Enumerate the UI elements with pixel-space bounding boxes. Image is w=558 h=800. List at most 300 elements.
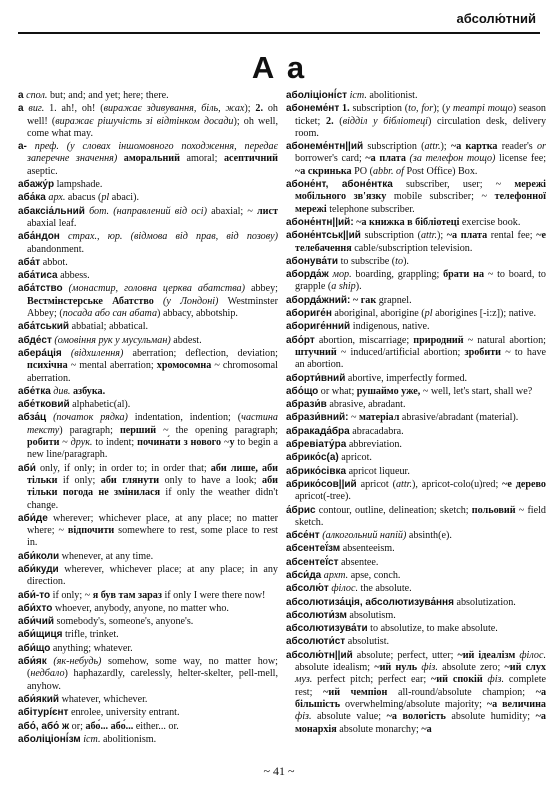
entry-text: whenever, at any time. xyxy=(59,550,154,562)
entry-text: absenteeism. xyxy=(340,543,395,555)
entry-headword: абоне́нт, абоне́нтка xyxy=(286,179,393,191)
entry-text: ~ field sketch. xyxy=(295,504,546,528)
dictionary-entry xyxy=(286,230,546,255)
dictionary-entry xyxy=(286,466,546,478)
entry-text: мережі мобільного зв'язку xyxy=(295,179,546,203)
page-number: ~ 41 ~ xyxy=(263,764,295,778)
dictionary-entry xyxy=(286,650,546,736)
entry-text: польовий xyxy=(471,504,516,516)
entry-text: архт. xyxy=(321,569,349,581)
entry-text: ~е дерево xyxy=(502,478,546,490)
entry-headword: аби́чий xyxy=(18,616,54,628)
entry-text: or; xyxy=(69,720,86,732)
entry-headword: абориге́н xyxy=(286,308,332,320)
entry-text: ~ xyxy=(221,437,230,449)
entry-headword: аби́щиця xyxy=(18,629,63,641)
entry-text: enrolee, university entrant. xyxy=(68,707,180,719)
entry-text: почина́ти з нового xyxy=(137,437,222,449)
entry-text: іст. xyxy=(80,733,101,745)
dictionary-entry xyxy=(286,426,546,438)
entry-text: apricot liqueur. xyxy=(346,465,410,477)
entry-text: ~а картка xyxy=(450,141,498,153)
dictionary-entry xyxy=(18,231,278,256)
dictionary-entry xyxy=(18,103,278,140)
entry-text: wherever; whichever place, at any place; no matter where; ~ xyxy=(27,512,278,537)
entry-text: ) abbacy, abbotship. xyxy=(157,308,238,320)
left-column xyxy=(18,90,278,747)
entry-text: асептичний xyxy=(223,153,278,165)
entry-text: арх. xyxy=(45,192,66,204)
entry-text: ); xyxy=(436,230,447,242)
entry-headword: абоне́нтськ||ий xyxy=(286,230,361,242)
entry-text: attr. xyxy=(424,141,441,153)
entry-headword: або́рт xyxy=(286,334,315,346)
entry-text: to, for xyxy=(408,103,434,115)
entry-headword: абордá́жний: xyxy=(286,294,351,306)
dictionary-entry xyxy=(18,513,278,550)
dictionary-entry xyxy=(18,656,278,693)
entry-headword: абза́ц xyxy=(18,412,47,424)
entry-text: філос. xyxy=(328,583,358,595)
entry-text: азбука. xyxy=(72,385,106,397)
dictionary-entry xyxy=(286,103,546,140)
entry-text: absolute monarchy; xyxy=(336,723,422,735)
entry-text: ~ xyxy=(348,412,360,424)
entry-text: pl xyxy=(424,308,433,320)
entry-text: subscriber, user; ~ xyxy=(392,179,515,191)
entry-text: PO ( xyxy=(351,165,373,177)
entry-text: absolutist. xyxy=(345,636,390,648)
entry-text: abrasive/abradant (material). xyxy=(399,412,519,424)
dictionary-entry xyxy=(286,90,546,102)
entry-text: whoever, anybody, anyone, no matter who. xyxy=(52,602,229,614)
entry-headword: аби́-то xyxy=(18,589,51,601)
entry-text: матеріал xyxy=(359,412,400,424)
dictionary-entry xyxy=(18,412,278,461)
entry-text: (у Лондоні) xyxy=(153,295,219,307)
dictionary-entry xyxy=(286,308,546,320)
entry-text: ~а величина xyxy=(486,698,546,710)
entry-text: if only; ~ xyxy=(50,589,93,601)
entry-text: лист xyxy=(257,205,278,217)
entry-text: недбало xyxy=(30,668,65,680)
entry-text: ) circulation desk, delivery room. xyxy=(295,115,547,139)
entry-text: ~а скринька xyxy=(295,165,352,177)
entry-text: Post Office) Box. xyxy=(403,165,478,177)
entry-text: ) haphazardly, carelessly, helter-skelter, pell-mell, anyhow. xyxy=(27,668,278,692)
entry-text: mobile subscriber; ~ xyxy=(386,191,495,203)
entry-text: abbatial; abbatical. xyxy=(69,321,149,333)
dictionary-entry xyxy=(18,321,278,333)
entry-headword: абе́тковий xyxy=(18,399,70,411)
dictionary-entry xyxy=(18,348,278,385)
dictionary-entry xyxy=(18,616,278,628)
entry-text: ~ natural abortion; xyxy=(463,334,546,346)
dictionary-entry xyxy=(18,694,278,706)
entry-headword: аба́ка xyxy=(18,192,46,204)
entry-text: або́... або́... xyxy=(85,720,134,732)
entry-text: ( xyxy=(333,115,343,127)
entry-text: aborigines [-i:z]); native. xyxy=(432,308,537,320)
entry-text: indigenous, native. xyxy=(350,321,430,333)
dictionary-entry xyxy=(286,269,546,294)
entry-text: trifle, trinket. xyxy=(62,629,119,641)
entry-text: ~ to board, to grapple ( xyxy=(295,269,546,293)
entry-text: ~а монархія xyxy=(295,711,546,735)
entry-text: abolitionism. xyxy=(100,733,157,745)
entry-text: abaxial; ~ xyxy=(206,205,257,217)
dictionary-entry xyxy=(286,530,546,542)
entry-headword: аби́коли xyxy=(18,550,60,562)
entry-text: aberration; deflection, deviation; xyxy=(123,347,278,359)
entry-headword: аба́ндон xyxy=(18,231,60,243)
entry-headword: абаксіа́льний xyxy=(18,205,85,217)
entry-headword: або́, або́ ж xyxy=(18,720,70,732)
entry-text: штучний xyxy=(295,346,337,358)
entry-text: ~ий нуль xyxy=(374,662,418,674)
dictionary-entry xyxy=(18,603,278,615)
dictionary-entry xyxy=(286,610,546,622)
dictionary-entry xyxy=(18,192,278,204)
entry-headword: аби́ xyxy=(18,462,36,474)
entry-text: lampshade. xyxy=(54,179,103,191)
dictionary-entry xyxy=(286,570,546,582)
entry-text: telephone subscriber. xyxy=(326,203,415,215)
entry-text: attr. xyxy=(420,230,437,242)
entry-text: ~ий спокій xyxy=(431,674,483,686)
entry-text: ~а плата xyxy=(365,153,406,165)
dictionary-entry xyxy=(18,179,278,191)
entry-text: only to have a look; xyxy=(159,474,263,486)
entry-headword: абе́тка xyxy=(18,385,51,397)
entry-text: abbess. xyxy=(57,270,90,282)
entry-text: ); xyxy=(440,141,451,153)
entry-text: to xyxy=(395,255,404,267)
dictionary-entry xyxy=(286,373,546,385)
entry-headword: абонеме́нтн||ий xyxy=(286,141,364,153)
entry-text: apricot(-tree). xyxy=(295,491,351,503)
entry-text: complete rest; xyxy=(295,674,547,698)
entry-text: contour, outline, delineation; sketch; xyxy=(315,504,472,516)
dictionary-entry xyxy=(18,335,278,347)
entry-text: ), apricot-colo(u)red; xyxy=(412,478,503,490)
dictionary-entry xyxy=(18,629,278,641)
entry-text: abracadabra. xyxy=(349,425,404,437)
entry-text: absolutism. xyxy=(346,609,396,621)
running-head-word: абсолю́тний xyxy=(456,11,536,26)
dictionary-entry xyxy=(286,256,546,268)
entry-headword: абревіату́ра xyxy=(286,439,347,451)
entry-text: absolute value; xyxy=(311,711,387,723)
entry-text: exercise book. xyxy=(459,216,521,228)
entry-text: іст. xyxy=(347,90,367,101)
entry-text: виражає здивування, біль, жах xyxy=(103,103,245,115)
entry-headword: абси́да xyxy=(286,569,322,581)
entry-text: 2. xyxy=(326,115,334,127)
entry-text: див. xyxy=(50,385,71,397)
entry-text: boarding, grappling; xyxy=(351,269,444,281)
entry-headword: аборда́ж xyxy=(286,269,329,281)
entry-headword: абориге́нний xyxy=(286,321,351,333)
entry-text: ~е телебачення xyxy=(295,230,546,254)
entry-text: спол. xyxy=(23,90,48,101)
entry-text: я був там зараз xyxy=(92,589,162,601)
entry-text: фіз. xyxy=(482,674,505,686)
entry-text: to indent; xyxy=(92,437,138,449)
entry-text: subscription ( xyxy=(349,103,409,115)
entry-headword: абсолю́т xyxy=(286,583,329,595)
entry-text: ~ий слух xyxy=(504,662,546,674)
entry-headword: аба́т xyxy=(18,256,41,268)
dictionary-entry xyxy=(18,551,278,563)
entry-text: (початок рядка) xyxy=(46,412,128,424)
entry-text: absolute; perfect, utter; xyxy=(352,649,458,661)
right-column xyxy=(286,90,546,737)
dictionary-entry xyxy=(286,217,546,229)
entry-text: but; and; and yet; here; there. xyxy=(47,90,169,101)
entry-text: (відхилення) xyxy=(61,347,124,359)
dictionary-entry xyxy=(286,543,546,555)
entry-text: брати на xyxy=(443,269,485,281)
entry-text: abdest. xyxy=(170,334,202,346)
entry-text: only, if only; in order to; in order that; xyxy=(35,462,211,474)
dictionary-entry xyxy=(18,386,278,398)
dictionary-entry xyxy=(18,707,278,719)
entry-text: ). xyxy=(403,255,409,267)
entry-text: somebody's, someone's, anyone's. xyxy=(54,616,194,628)
dictionary-entry xyxy=(286,557,546,569)
entry-text: alphabetic(al). xyxy=(69,399,131,411)
entry-text: abbot. xyxy=(40,256,68,268)
entry-text: мор. xyxy=(328,269,352,281)
entry-text: преф. (у словах іншомовного походження, передає заперечне значення) xyxy=(26,141,278,165)
entry-headword: абсолютиза́ція, абсолютизува́ння xyxy=(286,596,454,608)
entry-text: abaxial leaf. xyxy=(27,217,77,229)
entry-text: ~ the opening paragraph; xyxy=(156,424,278,436)
dictionary-entry xyxy=(18,206,278,231)
entry-headword: абсентеї́зм xyxy=(286,543,341,555)
entry-text: (за телефон тощо) xyxy=(405,153,496,165)
entry-text: license fee; xyxy=(495,153,547,165)
entry-text: overwhelming/absolute majority; xyxy=(340,698,487,710)
dictionary-entry xyxy=(286,386,546,398)
entry-text: аморальний xyxy=(123,153,180,165)
entry-text: abolitionist. xyxy=(366,90,418,101)
dictionary-entry xyxy=(18,141,278,178)
entry-headword: абсолюти́зм xyxy=(286,609,347,621)
entry-text: зробити xyxy=(464,346,502,358)
entry-headword: абрази́в xyxy=(286,399,327,411)
entry-text: фіз. xyxy=(295,711,312,723)
entry-headword: аби́що xyxy=(18,642,51,654)
entry-text: borrower's card; xyxy=(295,153,366,165)
entry-text: ~ гак xyxy=(352,294,377,306)
dictionary-entry xyxy=(286,335,546,372)
entry-text: if only; xyxy=(57,474,101,486)
entry-text: whatever, whichever. xyxy=(59,693,148,705)
entry-text: ~ well, let's start, shall we? xyxy=(420,385,533,397)
entry-headword: абсентеї́ст xyxy=(286,556,339,568)
entry-text: ); oh well, come what may. xyxy=(27,115,278,139)
entry-headword: абрико́с(а) xyxy=(286,452,339,464)
entry-text: рушаймо уже, xyxy=(356,385,421,397)
entry-text: фіз. xyxy=(417,662,438,674)
entry-text: філос. xyxy=(515,649,546,661)
entry-headword: абсолюти́ст xyxy=(286,636,346,648)
dictionary-entry xyxy=(18,463,278,512)
entry-text: anything; whatever. xyxy=(50,642,133,654)
entry-text: cable/subscription television. xyxy=(351,242,473,254)
entry-text: subscription ( xyxy=(363,141,425,153)
dictionary-entry xyxy=(286,452,546,464)
entry-text: ). xyxy=(355,281,362,293)
entry-text: бот. (направлений від осі) xyxy=(84,205,207,217)
entry-text: аби глянути xyxy=(100,474,160,486)
entry-text: wherever, whichever place; at any place; in any direction. xyxy=(27,563,278,588)
entry-text: муз. xyxy=(295,674,313,686)
entry-headword: аби́як xyxy=(18,656,47,668)
entry-headword: аба́тиса xyxy=(18,270,58,282)
entry-text: abbey; xyxy=(245,283,278,295)
entry-text: ) season ticket; xyxy=(295,103,546,127)
entry-text: виражає рішучість зі відтінком досади xyxy=(55,115,234,127)
entry-text: reader's xyxy=(497,141,537,153)
entry-text: у театрі тощо xyxy=(445,103,513,115)
entry-text: Westminster Abbey; ( xyxy=(27,295,278,320)
entry-text: хромосомна xyxy=(156,360,212,372)
entry-text: if only the weather didn't change. xyxy=(27,487,279,511)
dictionary-entry xyxy=(286,636,546,648)
entry-text: apricot ( xyxy=(356,478,396,490)
entry-text: abandonment. xyxy=(27,243,85,255)
entry-text: друк. xyxy=(70,437,93,449)
entry-headword: а xyxy=(18,90,24,101)
dictionary-entry xyxy=(18,257,278,269)
entry-text: аби тільки погода не змінилася xyxy=(27,474,279,499)
dictionary-entry xyxy=(18,564,278,589)
entry-text: ~ий чемпіон xyxy=(323,686,388,698)
entry-text: all-round/absolute champion; xyxy=(387,686,536,698)
dictionary-entry xyxy=(18,734,278,746)
entry-headword: аби́хто xyxy=(18,602,53,614)
entry-text: pl xyxy=(101,192,110,204)
entry-headword: аба́тський xyxy=(18,321,70,333)
dictionary-entry xyxy=(286,597,546,609)
dictionary-entry xyxy=(286,321,546,333)
entry-text: apse, conch. xyxy=(348,569,401,581)
dictionary-entry xyxy=(286,479,546,504)
entry-headword: абрико́сов||ий xyxy=(286,478,357,490)
entry-text: aseptic. xyxy=(27,165,58,177)
entry-text: either... or. xyxy=(133,720,179,732)
dictionary-entry xyxy=(18,90,278,102)
entry-headword: абсолютизува́ти xyxy=(286,623,368,635)
dictionary-entry xyxy=(18,590,278,602)
entry-text: ~ий ідеалізм xyxy=(457,649,516,661)
dictionary-entry xyxy=(18,399,278,411)
entry-text: відділ у бібліотеці xyxy=(342,115,428,127)
entry-text: телефонної мережі xyxy=(295,191,546,215)
entry-text: apricot. xyxy=(338,452,372,464)
entry-text: перший xyxy=(119,424,157,436)
entry-headword: а́брис xyxy=(286,504,316,516)
entry-text: (як-небудь) xyxy=(46,656,102,668)
entry-text: abacus ( xyxy=(65,192,102,204)
entry-headword: а xyxy=(18,103,24,115)
entry-text: abaci). xyxy=(109,192,140,204)
entry-text: посада або сан абата xyxy=(62,308,158,320)
dictionary-entry xyxy=(286,583,546,595)
entry-text: природний xyxy=(413,334,464,346)
dictionary-entry xyxy=(286,295,546,307)
entry-text: abortive, imperfectly formed. xyxy=(345,372,468,384)
dictionary-entry xyxy=(18,283,278,320)
entry-headword: абрико́сівка xyxy=(286,465,347,477)
entry-headword: абракада́бра xyxy=(286,425,350,437)
entry-text: психічна xyxy=(27,360,68,372)
entry-text: частина тексту xyxy=(27,412,278,436)
entry-text: ~а xyxy=(421,723,432,735)
entry-text: (алкогольний напій) xyxy=(319,530,407,542)
entry-headword: абонува́ти xyxy=(286,255,339,267)
entry-text: abortion, miscarriage; xyxy=(314,334,414,346)
entry-headword: абрази́вний: xyxy=(286,412,349,424)
entry-text: to begin a new line/paragraph. xyxy=(27,437,279,461)
entry-text: a ship xyxy=(331,281,356,293)
entry-headword: аболіціоні́зм xyxy=(18,733,81,745)
entry-text: abbreviation. xyxy=(346,439,402,451)
entry-text: ) paragraph; xyxy=(59,424,120,436)
entry-text: ~ xyxy=(59,437,71,449)
entry-text: ~ mental aberration; xyxy=(67,360,157,372)
entry-headword: аби́який xyxy=(18,693,60,705)
entry-text: ~ induced/artificial abortion; xyxy=(336,346,465,358)
entry-text: 2. xyxy=(255,103,264,115)
entry-text: ); ( xyxy=(433,103,446,115)
entry-text: absinth(e). xyxy=(406,530,452,542)
entry-text: ~ chromosomal aberration. xyxy=(27,360,278,384)
entry-text: absolute zero; xyxy=(437,662,505,674)
entry-text: if only I were there now! xyxy=(161,589,266,601)
entry-text: rental fee; xyxy=(487,230,537,242)
entry-text: abrasive, abradant. xyxy=(326,399,406,411)
entry-text: indentation, indention; ( xyxy=(127,412,242,424)
entry-text: ); xyxy=(244,103,256,115)
entry-text: aboriginal, aborigine ( xyxy=(331,308,425,320)
dictionary-entry xyxy=(286,399,546,411)
entry-text: виг. xyxy=(23,103,45,115)
entry-text: to subscribe ( xyxy=(338,255,396,267)
entry-text: Вестмінстерське Абатство xyxy=(27,295,154,307)
entry-headword: абоне́нтн||ий: xyxy=(286,216,354,228)
entry-text: 1. xyxy=(342,103,350,115)
entry-text: ~а плата xyxy=(446,230,488,242)
entry-text: ~ to have an abortion. xyxy=(295,346,546,371)
entry-headword: абде́ст xyxy=(18,334,52,346)
entry-text: absolute humidity; xyxy=(445,711,536,723)
dictionary-entry xyxy=(286,179,546,216)
entry-headword: аболіціоні́ст xyxy=(286,90,348,101)
dictionary-entry xyxy=(18,643,278,655)
entry-text: perfect pitch; perfect ear; xyxy=(312,674,432,686)
running-head xyxy=(18,10,540,34)
entry-text: somewhere to rest, some place to rest in. xyxy=(27,525,278,549)
entry-headword: аберáція xyxy=(18,347,62,359)
entry-text: or what; xyxy=(318,385,357,397)
entry-headword: абсе́нт xyxy=(286,530,320,542)
entry-headword: аба́тство xyxy=(18,283,63,295)
dictionary-entry xyxy=(286,505,546,530)
